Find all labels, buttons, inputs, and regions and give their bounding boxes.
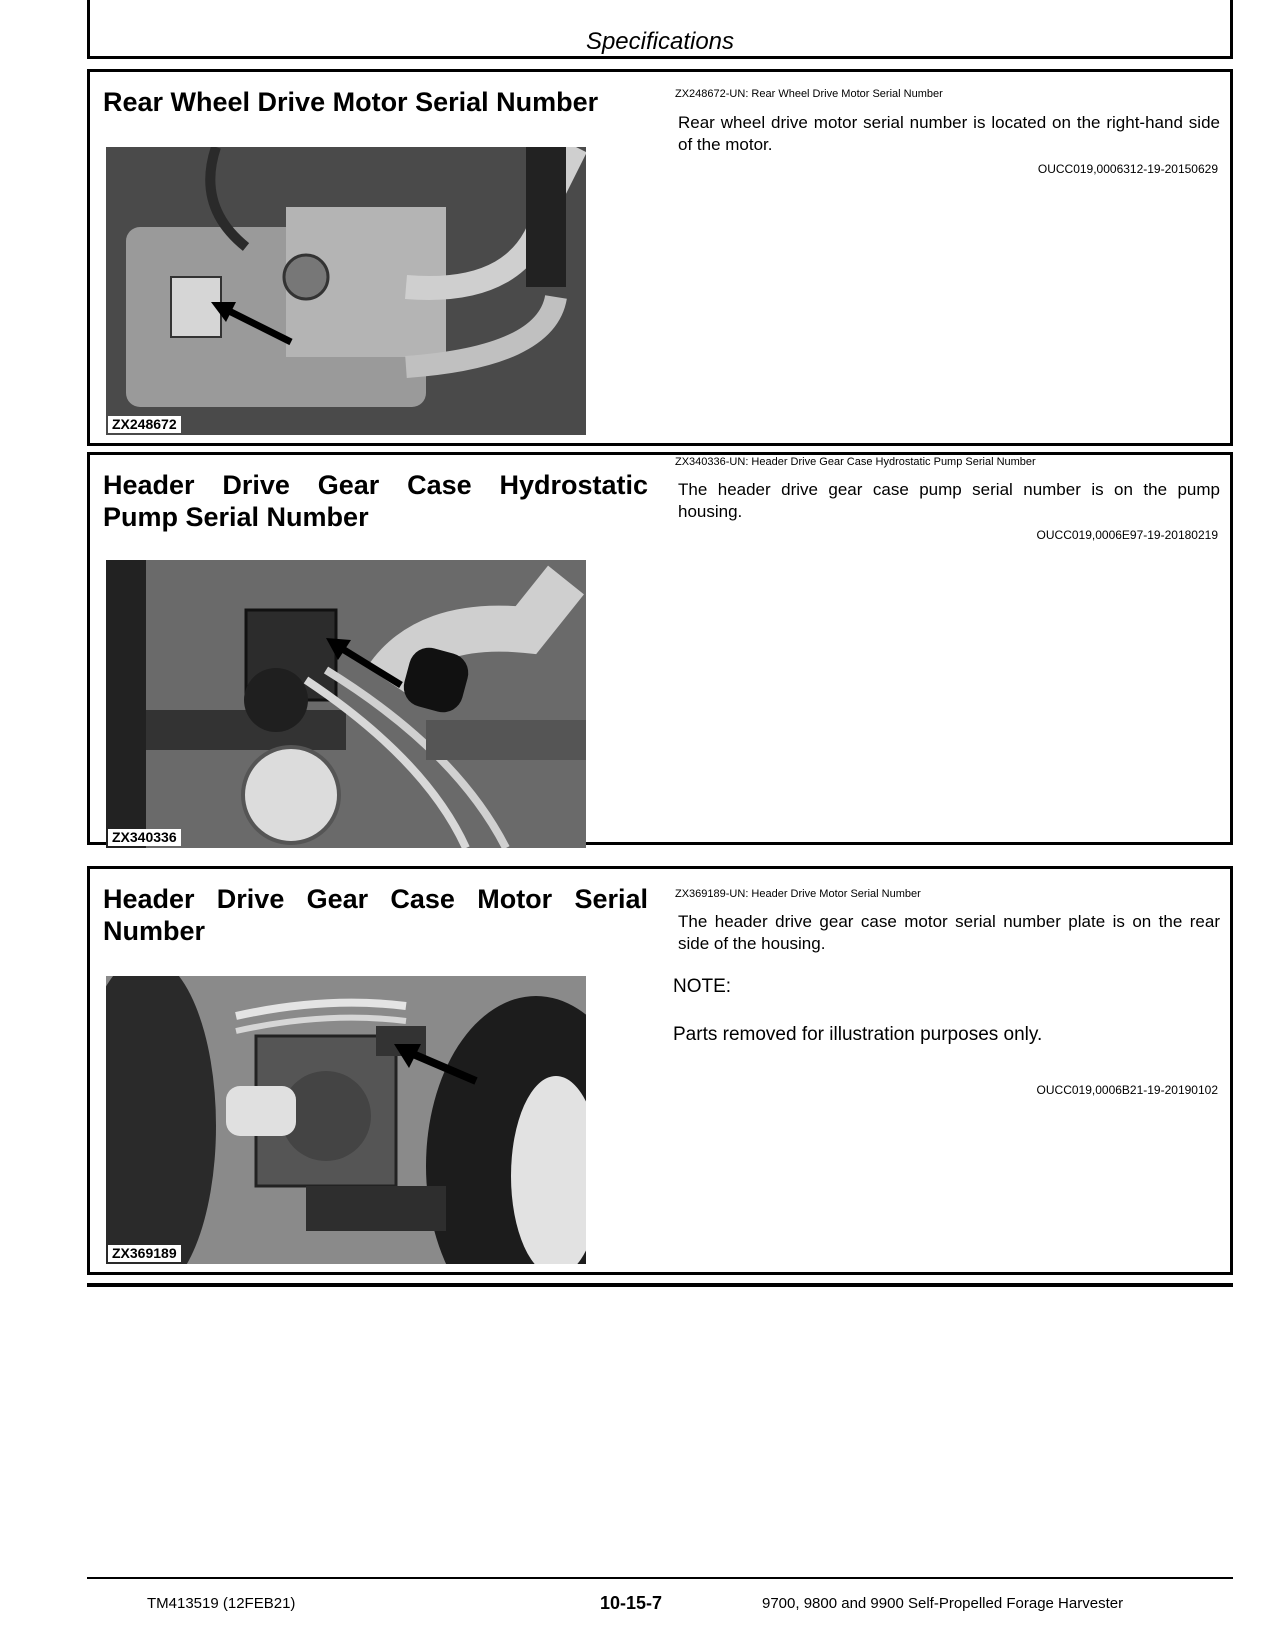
figure-caption: ZX248672-UN: Rear Wheel Drive Motor Serial Number	[675, 88, 943, 100]
footer-rule	[87, 1577, 1233, 1579]
photo-id-label: ZX340336	[108, 829, 181, 846]
page-header	[87, 0, 1233, 59]
gear-case-illustration	[106, 976, 586, 1264]
photo-rear-wheel-drive-motor	[106, 147, 586, 435]
section-end-rule	[87, 1283, 1233, 1287]
photo-header-drive-motor	[106, 976, 586, 1264]
section-title: Rear Wheel Drive Motor Serial Number	[103, 87, 599, 117]
note-text: Parts removed for illustration purposes only.	[673, 1024, 1043, 1045]
section-header-drive-pump	[87, 452, 1233, 845]
section-title: Header Drive Gear Case Hydrostatic Pump Serial Number	[103, 470, 648, 532]
section-body-text: The header drive gear case pump serial number is on the pump housing.	[678, 480, 1220, 521]
section-body-text: Rear wheel drive motor serial number is located on the right-hand side of the motor.	[678, 113, 1220, 154]
motor-illustration	[106, 147, 586, 435]
photo-id-label: ZX369189	[108, 1245, 181, 1262]
section-title: Header Drive Gear Case Motor Serial Number	[103, 884, 648, 946]
section-header-drive-motor	[87, 866, 1233, 1275]
pump-illustration	[106, 560, 586, 848]
reference-code: OUCC019,0006E97-19-20180219	[1036, 528, 1218, 542]
reference-code: OUCC019,0006B21-19-20190102	[1036, 1083, 1218, 1097]
section-rear-wheel-drive-motor	[87, 69, 1233, 446]
note-label: NOTE:	[673, 976, 732, 997]
figure-caption: ZX369189-UN: Header Drive Motor Serial Number	[675, 888, 921, 900]
footer-product: 9700, 9800 and 9900 Self-Propelled Forage Harvester	[762, 1595, 1124, 1612]
section-body-text: The header drive gear case motor serial number plate is on the rear side of the housing.	[678, 912, 1220, 953]
footer-doc-id: TM413519 (12FEB21)	[147, 1595, 296, 1612]
footer-page-number: 10-15-7	[600, 1593, 663, 1613]
photo-id-label: ZX248672	[108, 416, 181, 433]
page-header-title: Specifications	[585, 28, 735, 55]
photo-header-drive-pump	[106, 560, 586, 848]
reference-code: OUCC019,0006312-19-20150629	[1037, 162, 1218, 176]
figure-caption: ZX340336-UN: Header Drive Gear Case Hydrostatic Pump Serial Number	[675, 456, 1036, 468]
